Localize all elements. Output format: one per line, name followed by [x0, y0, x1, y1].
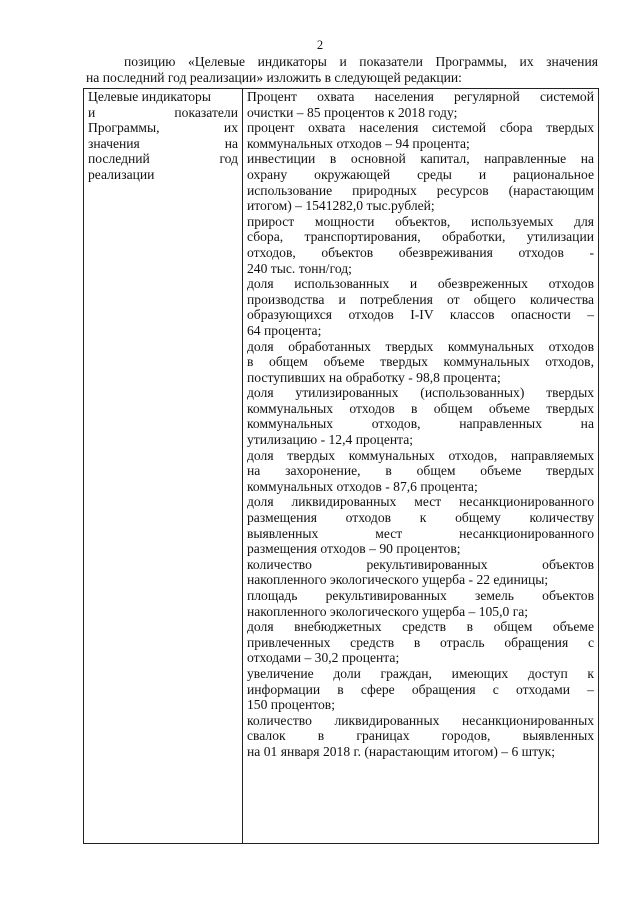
- indicator-line: доля твердых коммунальных отходов, направляемых: [247, 447, 594, 463]
- label-word: Программы,: [88, 120, 160, 136]
- indicator-line: свалок в границах городов, выявленных: [247, 728, 594, 744]
- indicator-line: количество ликвидированных несанкционированных: [247, 712, 594, 728]
- label-word: год: [219, 151, 238, 167]
- indicator-item: [247, 619, 594, 666]
- indicator-line: площадь рекультивированных земель объектов: [247, 588, 594, 603]
- indicator-line: отходами – 30,2 процента;: [247, 650, 400, 666]
- indicator-line: процент охвата населения системой сбора твердых: [247, 120, 594, 136]
- label-line: [88, 167, 238, 183]
- indicator-line: сбора, транспортирования, обработки, утилизации: [247, 229, 594, 245]
- label-word: на: [224, 135, 238, 151]
- indicator-item: [247, 89, 594, 120]
- indicator-line: доля ликвидированных мест несанкционированного: [247, 494, 594, 510]
- label-line: [88, 89, 238, 105]
- indicator-line: производства и потребления от общего количества: [247, 291, 594, 307]
- indicator-line: утилизацию - 12,4 процента;: [247, 432, 414, 448]
- indicator-line: итогом) – 1541282,0 тыс.рублей;: [247, 198, 435, 214]
- indicator-line: увеличение доли граждан, имеющих доступ к: [247, 665, 594, 681]
- indicator-line: охрану окружающей среды и рациональное: [247, 166, 594, 182]
- indicator-line: коммунальных отходов – 94 процента;: [247, 135, 470, 151]
- indicator-item: [247, 339, 594, 386]
- intro-line: на последний год реализации» изложить в следующей редакции:: [86, 70, 462, 85]
- indicator-item: [247, 385, 594, 447]
- label-line: [88, 151, 238, 167]
- indicator-line: доля внебюджетных средств в общем объеме: [247, 619, 594, 635]
- indicator-line: информации в сфере обращения с отходами –: [247, 681, 594, 697]
- indicator-line: 150 процентов;: [247, 697, 335, 713]
- indicator-line: размещения отходов к общему количеству: [247, 510, 594, 526]
- indicator-line: поступивших на обработку - 98,8 процента;: [247, 369, 501, 385]
- indicator-item: [247, 151, 594, 213]
- indicators-cell: [243, 89, 599, 844]
- label-word: последний: [88, 151, 150, 167]
- page-number: 2: [316, 38, 324, 52]
- label-word: их: [223, 120, 238, 136]
- indicator-line: на 01 января 2018 г. (нарастающим итогом) – 6 штук;: [247, 743, 556, 759]
- indicator-line: 64 процента;: [247, 322, 322, 338]
- indicator-line: инвестиции в основной капитал, направленные на: [247, 151, 594, 167]
- indicator-line: использование природных ресурсов (нарастающим: [247, 182, 594, 198]
- indicator-line: привлеченных средств в отрасль обращения с: [247, 634, 594, 650]
- indicator-line: очистки – 85 процентов к 2018 году;: [247, 104, 458, 120]
- label-line: [88, 120, 238, 136]
- indicator-line: накопленного экологического ущерба - 22 единицы;: [247, 572, 549, 588]
- table-row: [84, 89, 599, 844]
- indicator-line: в общем объеме твердых коммунальных отходов,: [247, 354, 594, 370]
- indicator-item: [247, 120, 594, 151]
- indicator-line: 240 тыс. тонн/год;: [247, 260, 352, 276]
- indicator-line: доля обработанных твердых коммунальных отходов: [247, 338, 594, 354]
- indicator-line: накопленного экологического ущерба – 105,0 га;: [247, 603, 529, 619]
- indicator-line: коммунальных отходов - 87,6 процента;: [247, 478, 478, 494]
- label-word: Целевые индикаторы: [88, 89, 211, 104]
- indicator-line: отходов, объектов обезвреживания отходов -: [247, 244, 594, 260]
- indicator-line: размещения отходов – 90 процентов;: [247, 541, 461, 557]
- intro-line: позицию «Целевые индикаторы и показатели Программы, их значения: [124, 54, 598, 69]
- indicator-item: [247, 276, 594, 338]
- indicators-table: [83, 88, 599, 844]
- indicator-item: [247, 557, 594, 588]
- indicator-item: [247, 494, 594, 556]
- indicator-line: выявленных мест несанкционированного: [247, 525, 594, 541]
- label-word: реализации: [88, 166, 155, 182]
- indicator-line: Процент охвата населения регулярной системой: [247, 89, 594, 104]
- label-cell: [84, 89, 243, 844]
- indicator-line: на захоронение, в общем объеме твердых: [247, 463, 594, 479]
- indicator-line: коммунальных отходов, направленных на: [247, 416, 594, 432]
- indicator-line: прирост мощности объектов, используемых для: [247, 213, 594, 229]
- indicator-item: [247, 588, 594, 619]
- indicator-item: [247, 214, 594, 276]
- indicator-line: доля утилизированных (использованных) твердых: [247, 385, 594, 401]
- label-word: и: [88, 104, 96, 120]
- label-word: значения: [88, 135, 140, 151]
- indicator-line: доля использованных и обезвреженных отходов: [247, 276, 594, 292]
- indicator-item: [247, 666, 594, 713]
- label-word: показатели: [174, 104, 238, 120]
- indicator-line: количество рекультивированных объектов: [247, 556, 594, 572]
- indicator-line: образующихся отходов I-IV классов опасности –: [247, 307, 594, 323]
- indicator-item: [247, 713, 594, 760]
- indicator-line: коммунальных отходов в общем объеме твердых: [247, 400, 594, 416]
- label-line: [88, 136, 238, 152]
- label-line: [88, 105, 238, 121]
- indicator-item: [247, 448, 594, 495]
- intro-paragraph: [86, 54, 598, 86]
